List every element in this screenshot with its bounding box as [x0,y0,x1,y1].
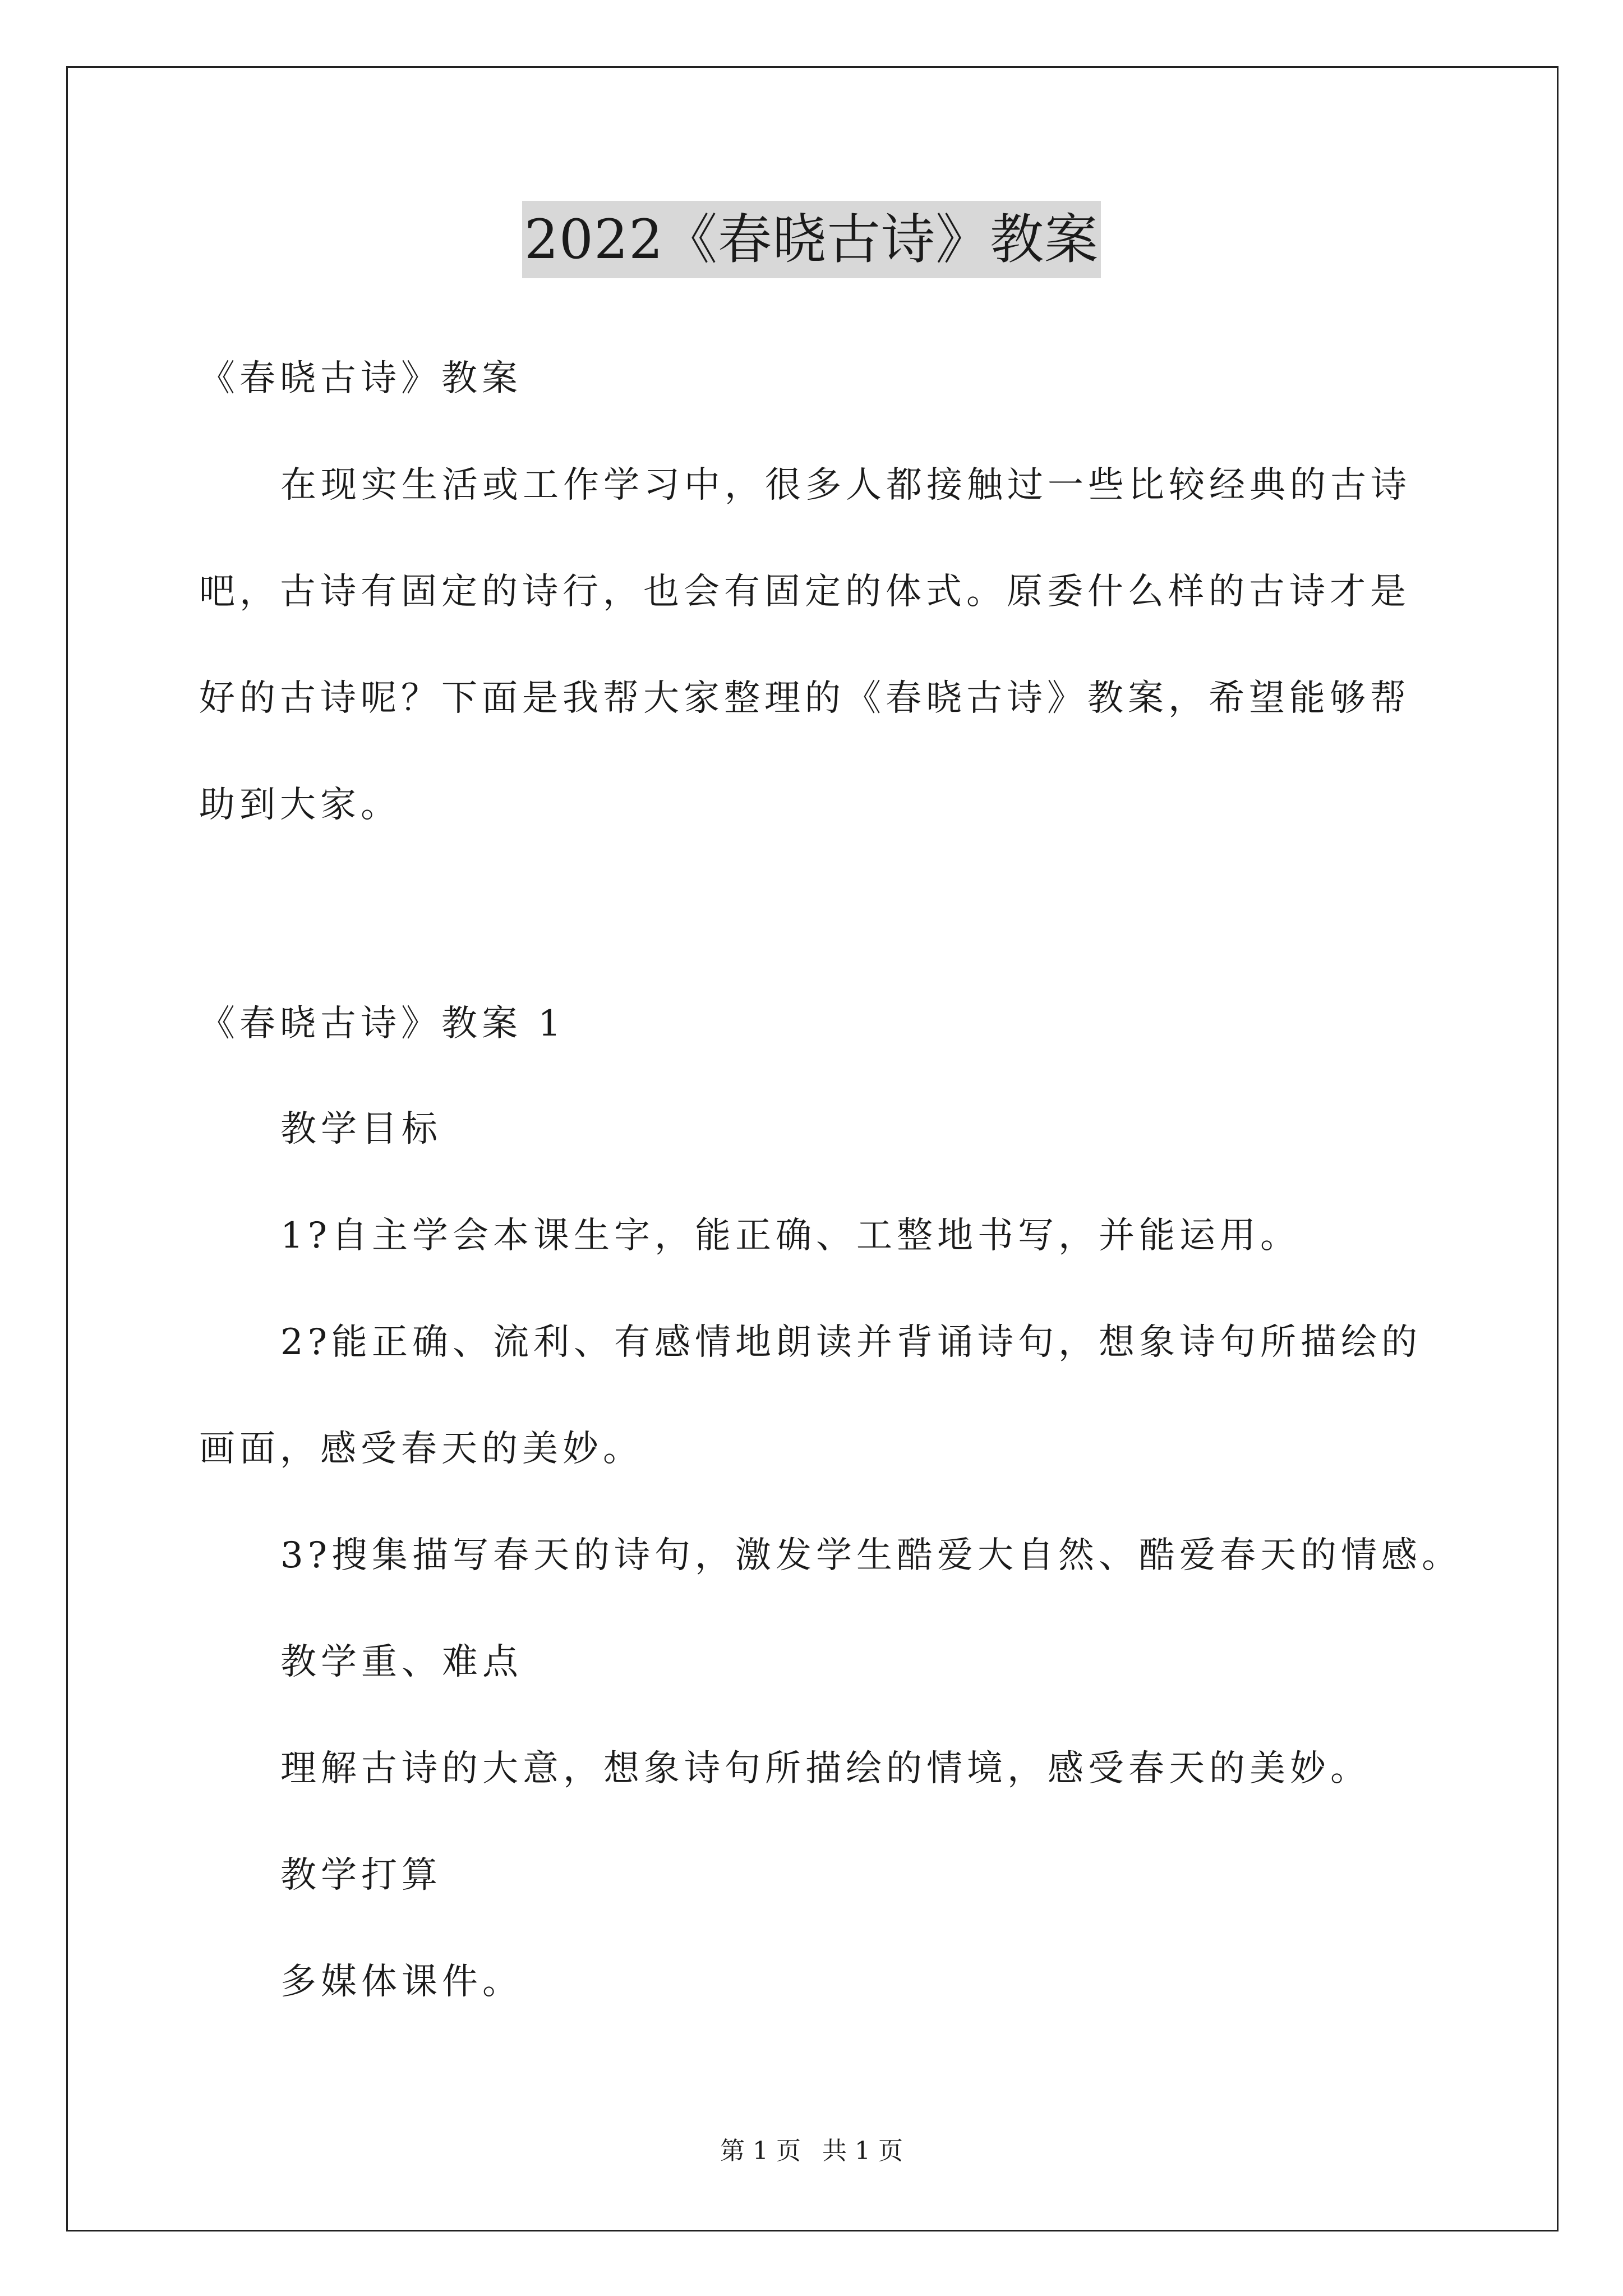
intro-line-3: 好的古诗呢？下面是我帮大家整理的《春晓古诗》教案，希望能够帮 [199,678,1410,719]
page-number: 第 1 页 [720,2137,801,2165]
intro-line-2: 吧，古诗有固定的诗行，也会有固定的体式。原委什么样的古诗才是 [199,571,1410,613]
objectives-heading: 教学目标 [280,1108,442,1150]
prep-heading: 教学打算 [280,1855,442,1896]
section-heading: 《春晓古诗》教案 1 [199,1003,566,1045]
intro-line-4: 助到大家。 [199,784,401,826]
title-container [0,201,1623,278]
page-total: 共 1 页 [822,2137,903,2165]
objective-1: 1?自主学会本课生字，能正确、工整地书写，并能运用。 [280,1215,1301,1257]
subtitle: 《春晓古诗》教案 [199,358,522,399]
keypoints-text: 理解古诗的大意，想象诗句所描绘的情境，感受春天的美妙。 [280,1748,1371,1789]
objective-3: 3?搜集描写春天的诗句，激发学生酷爱大自然、酷爱春天的情感。 [280,1535,1463,1576]
keypoints-heading: 教学重、难点 [280,1641,523,1683]
prep-text: 多媒体课件。 [280,1961,523,2003]
objective-2: 2?能正确、流利、有感情地朗读并背诵诗句，想象诗句所描绘的 [280,1322,1422,1363]
objective-2-continued: 画面，感受春天的美妙。 [199,1428,643,1470]
intro-line-1: 在现实生活或工作学习中，很多人都接触过一些比较经典的古诗 [280,464,1411,506]
page-footer [0,2134,1623,2168]
document-title: 2022《春晓古诗》教案 [522,201,1101,278]
